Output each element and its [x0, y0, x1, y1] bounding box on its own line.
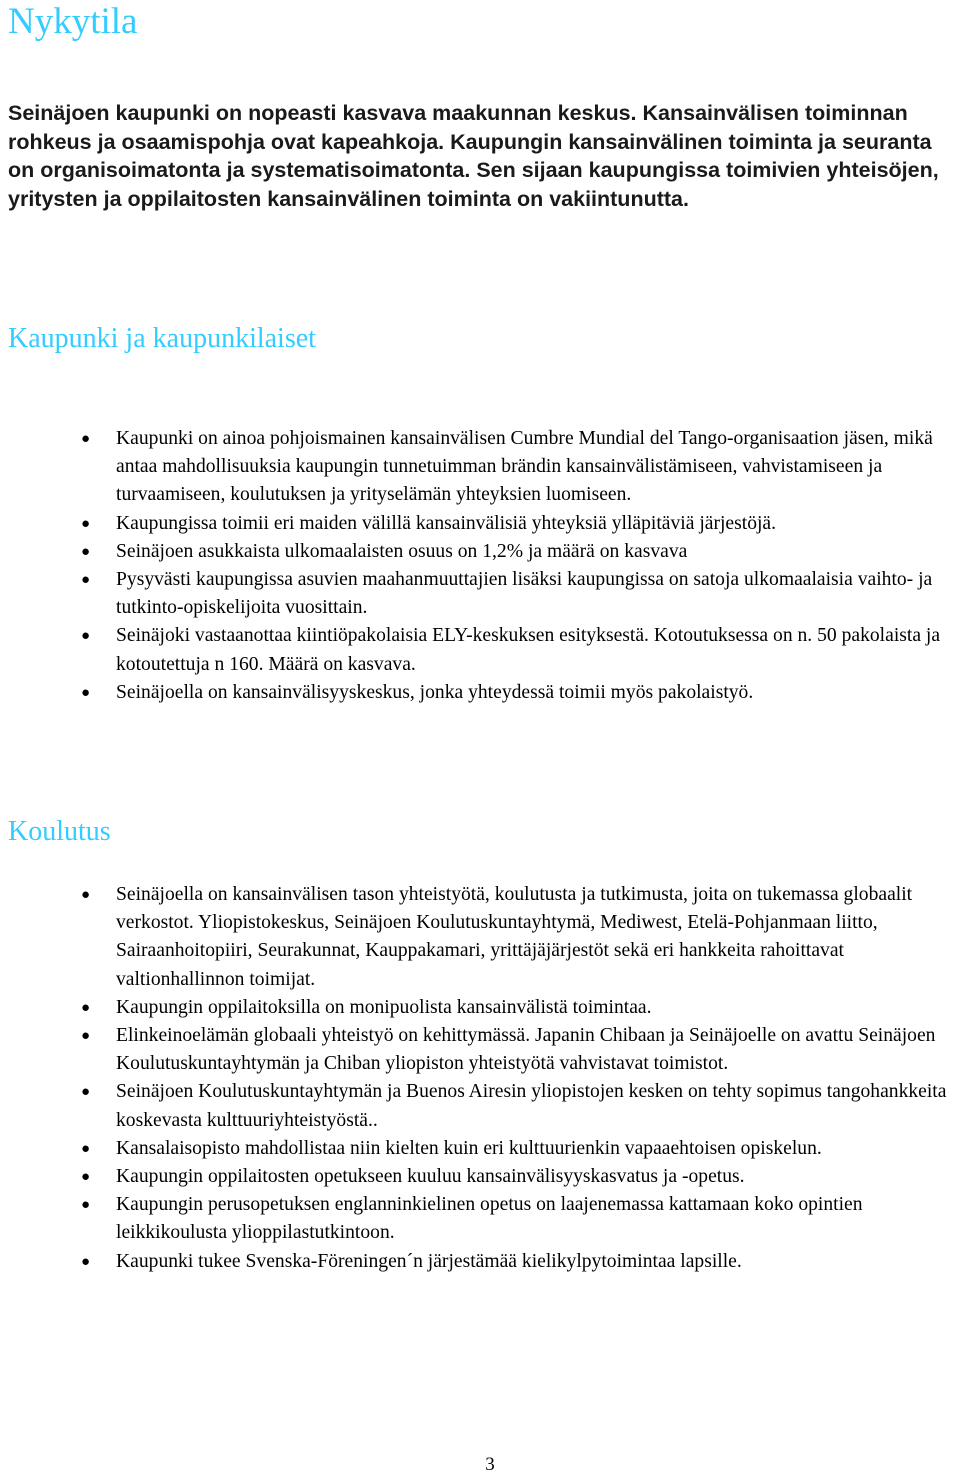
list-item	[0, 425, 960, 510]
list-item	[0, 566, 960, 622]
bullet-dot-icon: ●	[81, 887, 91, 903]
list-item	[0, 881, 960, 994]
page-title: Nykytila	[8, 1, 138, 42]
bullet-list-kaupunki	[0, 425, 960, 707]
list-item	[0, 1248, 960, 1276]
list-item-text: Kaupungin oppilaitosten opetukseen kuuluu kansainvälisyyskasvatus ja -opetus.	[116, 1166, 745, 1188]
list-item-text: Seinäjoella on kansainvälisen tason yhteistyötä, koulutusta ja tutkimusta, joita on tukemassa globaalit verkostot. Yliopistokeskus, Seinäjoen Koulutuskuntayhtymä, Mediwest, Etelä-Pohjanmaan liitto, Sairaanhoitopiiri, Seurakunnat, Kauppakamari, yrittäjäjärjestöt sekä eri hankkeita rahoittavat valtionhallinnon toimijat.	[116, 884, 913, 990]
list-item-text: Seinäjoella on kansainvälisyyskeskus, jonka yhteydessä toimii myös pakolaistyö.	[116, 681, 754, 703]
list-item	[0, 1078, 960, 1134]
list-item-text: Seinäjoen Koulutuskuntayhtymän ja Buenos Airesin yliopistojen kesken on tehty sopimus tangohankkeita koskevasta kulttuuriyhteistyöstä..	[116, 1081, 947, 1131]
bullet-dot-icon: ●	[81, 1084, 91, 1101]
bullet-list-koulutus	[0, 881, 960, 1276]
intro-paragraph: Seinäjoen kaupunki on nopeasti kasvava maakunnan keskus. Kansainvälisen toiminnan rohkeus ja osaamispohja ovat kapeahkoja. Kaupungin kansainvälinen toiminta ja seuranta on organisoimatonta ja systematisoimatonta. Sen sijaan kaupungissa toimivien yhteisöjen, yritysten ja oppilaitosten kansainvälinen toiminta on vakiintunutta.	[8, 101, 939, 211]
bullet-dot-icon: ●	[81, 515, 91, 532]
bullet-dot-icon: ●	[81, 543, 91, 560]
list-item	[0, 510, 960, 538]
list-item	[0, 538, 960, 566]
list-item-text: Kaupungissa toimii eri maiden välillä kansainvälisiä yhteyksiä ylläpitäviä järjestöjä.	[116, 512, 777, 534]
list-item-text: Kaupunki on ainoa pohjoismainen kansainvälisen Cumbre Mundial del Tango-organisaation jäsen, mikä antaa mahdollisuuksia kaupungin tunnetuimman brändin kansainvälistämiseen, vahvistamiseen ja turvaamiseen, koulutuksen ja yrityselämän yhteyksien luomiseen.	[116, 428, 933, 506]
bullet-dot-icon: ●	[81, 431, 91, 447]
bullet-dot-icon: ●	[81, 684, 91, 701]
list-item	[0, 1163, 960, 1191]
bullet-dot-icon: ●	[81, 1197, 91, 1214]
list-item	[0, 1191, 960, 1247]
page-number: 3	[485, 1454, 495, 1475]
bullet-dot-icon: ●	[81, 628, 91, 645]
list-item-text: Kaupungin perusopetuksen englanninkielinen opetus on laajenemassa kattamaan koko opintien leikkikoulusta ylioppilastutkintoon.	[116, 1194, 863, 1244]
bullet-dot-icon: ●	[81, 1253, 91, 1270]
list-item-text: Kaupunki tukee Svenska-Föreningen´n järjestämää kielikylpytoimintaa lapsille.	[116, 1250, 742, 1272]
bullet-dot-icon: ●	[81, 1169, 91, 1186]
bullet-dot-icon: ●	[81, 1028, 91, 1045]
list-item-text: Seinäjoen asukkaista ulkomaalaisten osuus on 1,2% ja määrä on kasvava	[116, 540, 688, 562]
list-item	[0, 994, 960, 1022]
list-item-text: Pysyvästi kaupungissa asuvien maahanmuuttajien lisäksi kaupungissa on satoja ulkomaalaisia vaihto- ja tutkinto-opiskelijoita vuosittain.	[116, 569, 933, 619]
section-title-koulutus: Koulutus	[8, 816, 111, 847]
bullet-dot-icon: ●	[81, 999, 91, 1016]
bullet-dot-icon: ●	[81, 1140, 91, 1157]
list-item	[0, 622, 960, 678]
section-title-kaupunki: Kaupunki ja kaupunkilaiset	[8, 323, 316, 354]
bullet-dot-icon: ●	[81, 572, 91, 589]
list-item	[0, 1022, 960, 1078]
list-item-text: Seinäjoki vastaanottaa kiintiöpakolaisia ELY-keskuksen esityksestä. Kotoutuksessa on n. 50 pakolaista ja kotoutettuja n 160. Määrä on kasvava.	[116, 625, 941, 675]
list-item	[0, 1135, 960, 1163]
list-item	[0, 679, 960, 707]
list-item-text: Kaupungin oppilaitoksilla on monipuolista kansainvälistä toimintaa.	[116, 996, 652, 1018]
list-item-text: Elinkeinoelämän globaali yhteistyö on kehittymässä. Japanin Chibaan ja Seinäjoelle on avattu Seinäjoen Koulutuskuntayhtymän ja Chiban yliopiston yhteistyötä vahvistavat toimistot.	[116, 1025, 936, 1075]
list-item-text: Kansalaisopisto mahdollistaa niin kielten kuin eri kulttuurienkin vapaaehtoisen opiskelun.	[116, 1137, 822, 1159]
